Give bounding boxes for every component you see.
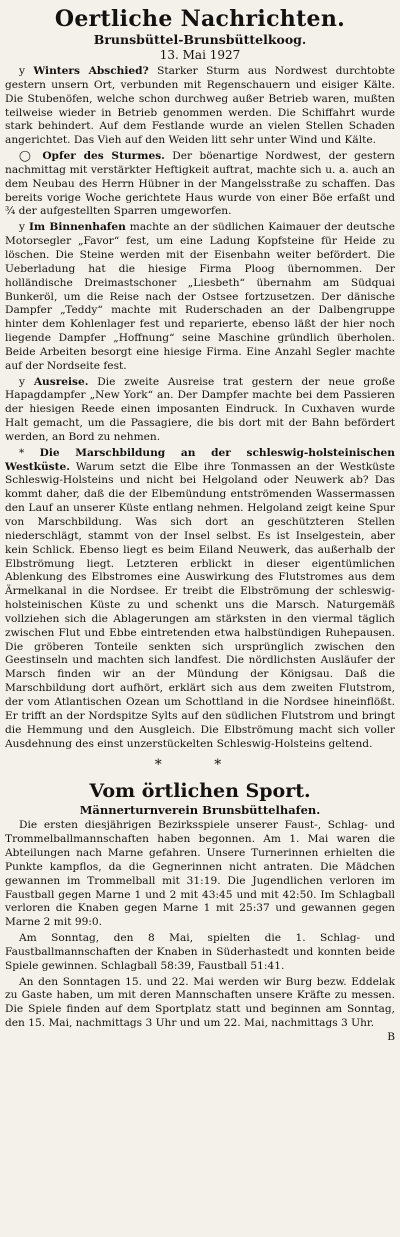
- article-headline: Ausreise.: [33, 375, 89, 388]
- sport-club-name: Männerturnverein Brunsbüttelhafen.: [79, 803, 321, 818]
- article-winter: [5, 65, 395, 148]
- sport-paragraph: Am Sonntag, den 8 Mai, spielten die 1. Schlag- und Faustballmannschaften der Knaben in Süderhastedt und konnten beide Spiele gewinnen. Schlagball 58:39, Faustball 51:41.: [5, 932, 395, 972]
- sport-paragraph: Die ersten diesjährigen Bezirksspiele unserer Faust-, Schlag- und Trommelballmannschaften haben begonnen. Am 1. Mai waren die Abteilungen nach Marne gefahren. Unsere Turnerinnen erhielten die Punkte kampflos, da die Gegnerinnen nicht antraten. Die Mädchen gewannen im Trommelball mit 31:19. Die Jugendlichen verloren im Faustball gegen Marne 1 und 2 mit 43:45 und mit 42:50. Im Schlagball verloren die Knaben gegen Marne 1 mit 25:37 und gewannen gegen Marne 2 mit 99:0.: [5, 819, 395, 929]
- article-marsh: [5, 447, 395, 752]
- article-marker: y: [19, 65, 25, 77]
- article-marker: ◯: [19, 150, 35, 163]
- article-harbour: [5, 221, 395, 373]
- sport-paragraph-text: An den Sonntagen 15. und 22. Mai werden wir Burg bezw. Eddelak zu Gaste haben, um mit deren Mannschaften unsere Kräfte zu messen. Die Spiele finden auf dem Sportplatz statt und beginnen am Sonntag, den 15. Mai, nachmittags 3 Uhr und um 22. Mai, nachmittags 3 Uhr.: [5, 975, 395, 1030]
- issue-date: 13. Mai 1927: [159, 48, 241, 62]
- author-signature: B: [387, 1031, 395, 1043]
- article-marker: y: [19, 375, 25, 388]
- page-title: Oertliche Nachrichten.: [54, 6, 346, 32]
- article-marker: y: [19, 221, 25, 234]
- article-headline: Im Binnenhafen: [28, 221, 126, 234]
- article-body: Die zweite Ausreise trat gestern der neue große Hapagdampfer „New York“ an. Der Dampfer machte bei dem Passieren der hiesigen Reede einen imposanten Eindruck. In Cuxhaven wurde Halt gemacht, um die Passagiere, die bis dort mit der Bahn befördert werden, an Bord zu nehmen.: [5, 375, 395, 443]
- article-storm: [5, 150, 395, 219]
- article-headline: Die Marschbildung an der schleswig-holsteinischen Westküste.: [5, 446, 395, 473]
- article-marker: *: [19, 446, 25, 459]
- article-body: Der böenartige Nordwest, der gestern nachmittag mit verstärkter Heftigkeit auftrat, machte sich u. a. auch an dem Neubau des Herrn Hübner in der Mangelsstraße zu schaffen. Das bereits vorige Woche gerichtete Haus wurde von einer Böe erfaßt und ¾ der aufgestellten Sparren umgeworfen.: [5, 150, 395, 218]
- article-departure: [5, 376, 395, 445]
- sport-section: [5, 819, 395, 1043]
- sport-title: Vom örtlichen Sport.: [89, 780, 311, 803]
- article-body: Starker Sturm aus Nordwest durchtobte gestern unsern Ort, verbunden mit Regenschauern und eisiger Kälte. Die Stubenöfen, welche schon durchweg außer Betrieb waren, mußten teilweise wieder in Betrieb genommen werden. Die Schiffahrt wurde stark behindert. Auf dem Festlande wurde an vielen Stellen Schaden angerichtet. Das Vieh auf den Weiden litt sehr unter Wind und Kälte.: [5, 65, 395, 147]
- sport-paragraph: [5, 975, 395, 1043]
- news-section: [5, 65, 395, 751]
- locality-subtitle: Brunsbüttel-Brunsbüttelkoog.: [93, 32, 307, 47]
- article-body: machte an der südlichen Kaimauer der deutsche Motorsegler „Favor“ fest, um eine Ladung Kopfsteine für Heide zu löschen. Die Steine werden mit der Eisenbahn weiter befördert. Die Ueberladung hat die hiesige Firma Ploog übernommen. Der holländische Dreimastschoner „Liesbeth“ übernahm am Südquai Bunkeröl, um die Reise nach der Ostsee fortzusetzen. Der dänische Dampfer „Teddy“ machte mit Ruderschaden an der Dalbengruppe hinter dem Kohlenlager fest und reparierte, ebenso läßt der hier noch liegende Dampfer „Hoffnung“ seine Maschine gründlich überholen. Beide Arbeiten besorgt eine hiesige Firma. Eine Anzahl Segler machte auf der Nordseite fest.: [5, 221, 395, 372]
- article-headline: Opfer des Sturmes.: [42, 150, 165, 163]
- section-separator: * *: [154, 757, 246, 774]
- article-headline: Winters Abschied?: [33, 65, 149, 77]
- article-body: Warum setzt die Elbe ihre Tonmassen an der Westküste Schleswig-Holsteins und nicht bei Helgoland oder Neuwerk ab? Das kommt daher, daß die der Elbemündung entströmenden Wassermassen den Lauf an unserer Küste entlang nehmen. Helgoland zeigt keine Spur von Marschbildung. Was sich dort an geschützteren Stellen niederschlägt, stammt von der Insel selbst. Es ist Inselgestein, aber kein Schlick. Ebenso liegt es beim Eiland Neuwerk, das außerhalb der Elbströmung liegt. Letzteren erblickt in dieser eigentümlichen Ablenkung des Elbstromes eine Auswirkung des Flutstromes aus dem Ärmelkanal in die Nordsee. Er treibt die Elbströmung der schleswig-holsteinischen Küste zu und schenkt uns die Marsch. Naturgemäß vollziehen sich die Ablagerungen am stärksten in den viermal täglich zwischen Flut und Ebbe eintretenden etwa halbstündigen Ruhepausen. Die gröberen Tonteile senkten sich ursprünglich zwischen den Geestinseln und machten sich landfest. Die nördlichsten Ausläufer der Marsch finden wir an der Mündung der Königsau. Daß die Marschbildung dort aufhört, erklärt sich aus dem zweiten Flutstrom, der vom Atlantischen Ozean um Schottland in die Nordsee hineinflößt. Er trifft an der Nordspitze Sylts auf den südlichen Flutstrom und bringt die Hemmung und den Ausgleich. Die Elbströmung macht sich voller Ausdehnung des einst unzerstückelten Schleswig-Holsteins geltend.: [5, 460, 395, 750]
